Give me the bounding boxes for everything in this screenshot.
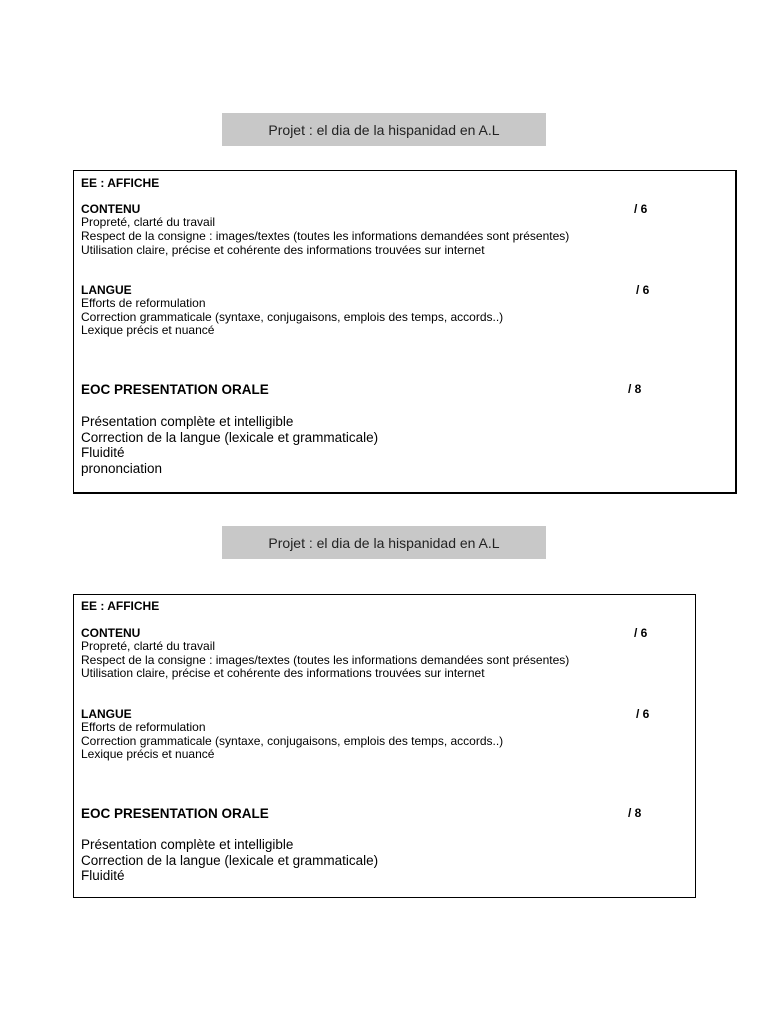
criterion-item: Présentation complète et intelligible <box>81 837 294 852</box>
criterion-item: Lexique précis et nuancé <box>81 323 215 337</box>
criterion-item: Correction de la langue (lexicale et grammaticale) <box>81 853 379 868</box>
eoc-score: / 8 <box>628 382 642 396</box>
criterion-item: Correction grammaticale (syntaxe, conjugaisons, emplois des temps, accords..) <box>81 734 504 748</box>
project-banner <box>222 526 546 559</box>
contenu-score: / 6 <box>634 202 648 216</box>
eoc-title: EOC PRESENTATION ORALE <box>81 806 269 821</box>
criterion-item: Correction grammaticale (syntaxe, conjugaisons, emplois des temps, accords..) <box>81 310 504 324</box>
grading-box <box>73 594 696 898</box>
eoc-score: / 8 <box>628 806 642 820</box>
criterion-item: Correction de la langue (lexicale et grammaticale) <box>81 430 379 445</box>
contenu-score: / 6 <box>634 626 648 640</box>
criterion-item: Fluidité <box>81 868 125 883</box>
project-title: Projet : el dia de la hispanidad en A.L <box>268 121 500 138</box>
langue-score: / 6 <box>636 707 650 721</box>
langue-score: / 6 <box>636 283 650 297</box>
criterion-item: prononciation <box>81 461 163 476</box>
criterion-item: Efforts de reformulation <box>81 720 206 734</box>
criterion-item: Propreté, clarté du travail <box>81 639 216 653</box>
grading-box <box>73 170 737 494</box>
criterion-item: Lexique précis et nuancé <box>81 747 215 761</box>
contenu-title: CONTENU <box>81 626 141 640</box>
criterion-item: Présentation complète et intelligible <box>81 414 294 429</box>
criterion-item: Propreté, clarté du travail <box>81 215 216 229</box>
langue-title: LANGUE <box>81 707 132 721</box>
eoc-title: EOC PRESENTATION ORALE <box>81 382 269 397</box>
project-banner <box>222 113 546 146</box>
langue-title: LANGUE <box>81 283 132 297</box>
criterion-item: Respect de la consigne : images/textes (toutes les informations demandées sont présentes) <box>81 229 570 243</box>
contenu-title: CONTENU <box>81 202 141 216</box>
criterion-item: Fluidité <box>81 445 125 460</box>
section-heading-ee: EE : AFFICHE <box>81 599 160 613</box>
criterion-item: Utilisation claire, précise et cohérente des informations trouvées sur internet <box>81 666 485 680</box>
section-heading-ee: EE : AFFICHE <box>81 176 160 190</box>
criterion-item: Utilisation claire, précise et cohérente des informations trouvées sur internet <box>81 243 485 257</box>
project-title: Projet : el dia de la hispanidad en A.L <box>268 534 500 551</box>
criterion-item: Efforts de reformulation <box>81 296 206 310</box>
criterion-item: Respect de la consigne : images/textes (toutes les informations demandées sont présentes) <box>81 653 570 667</box>
